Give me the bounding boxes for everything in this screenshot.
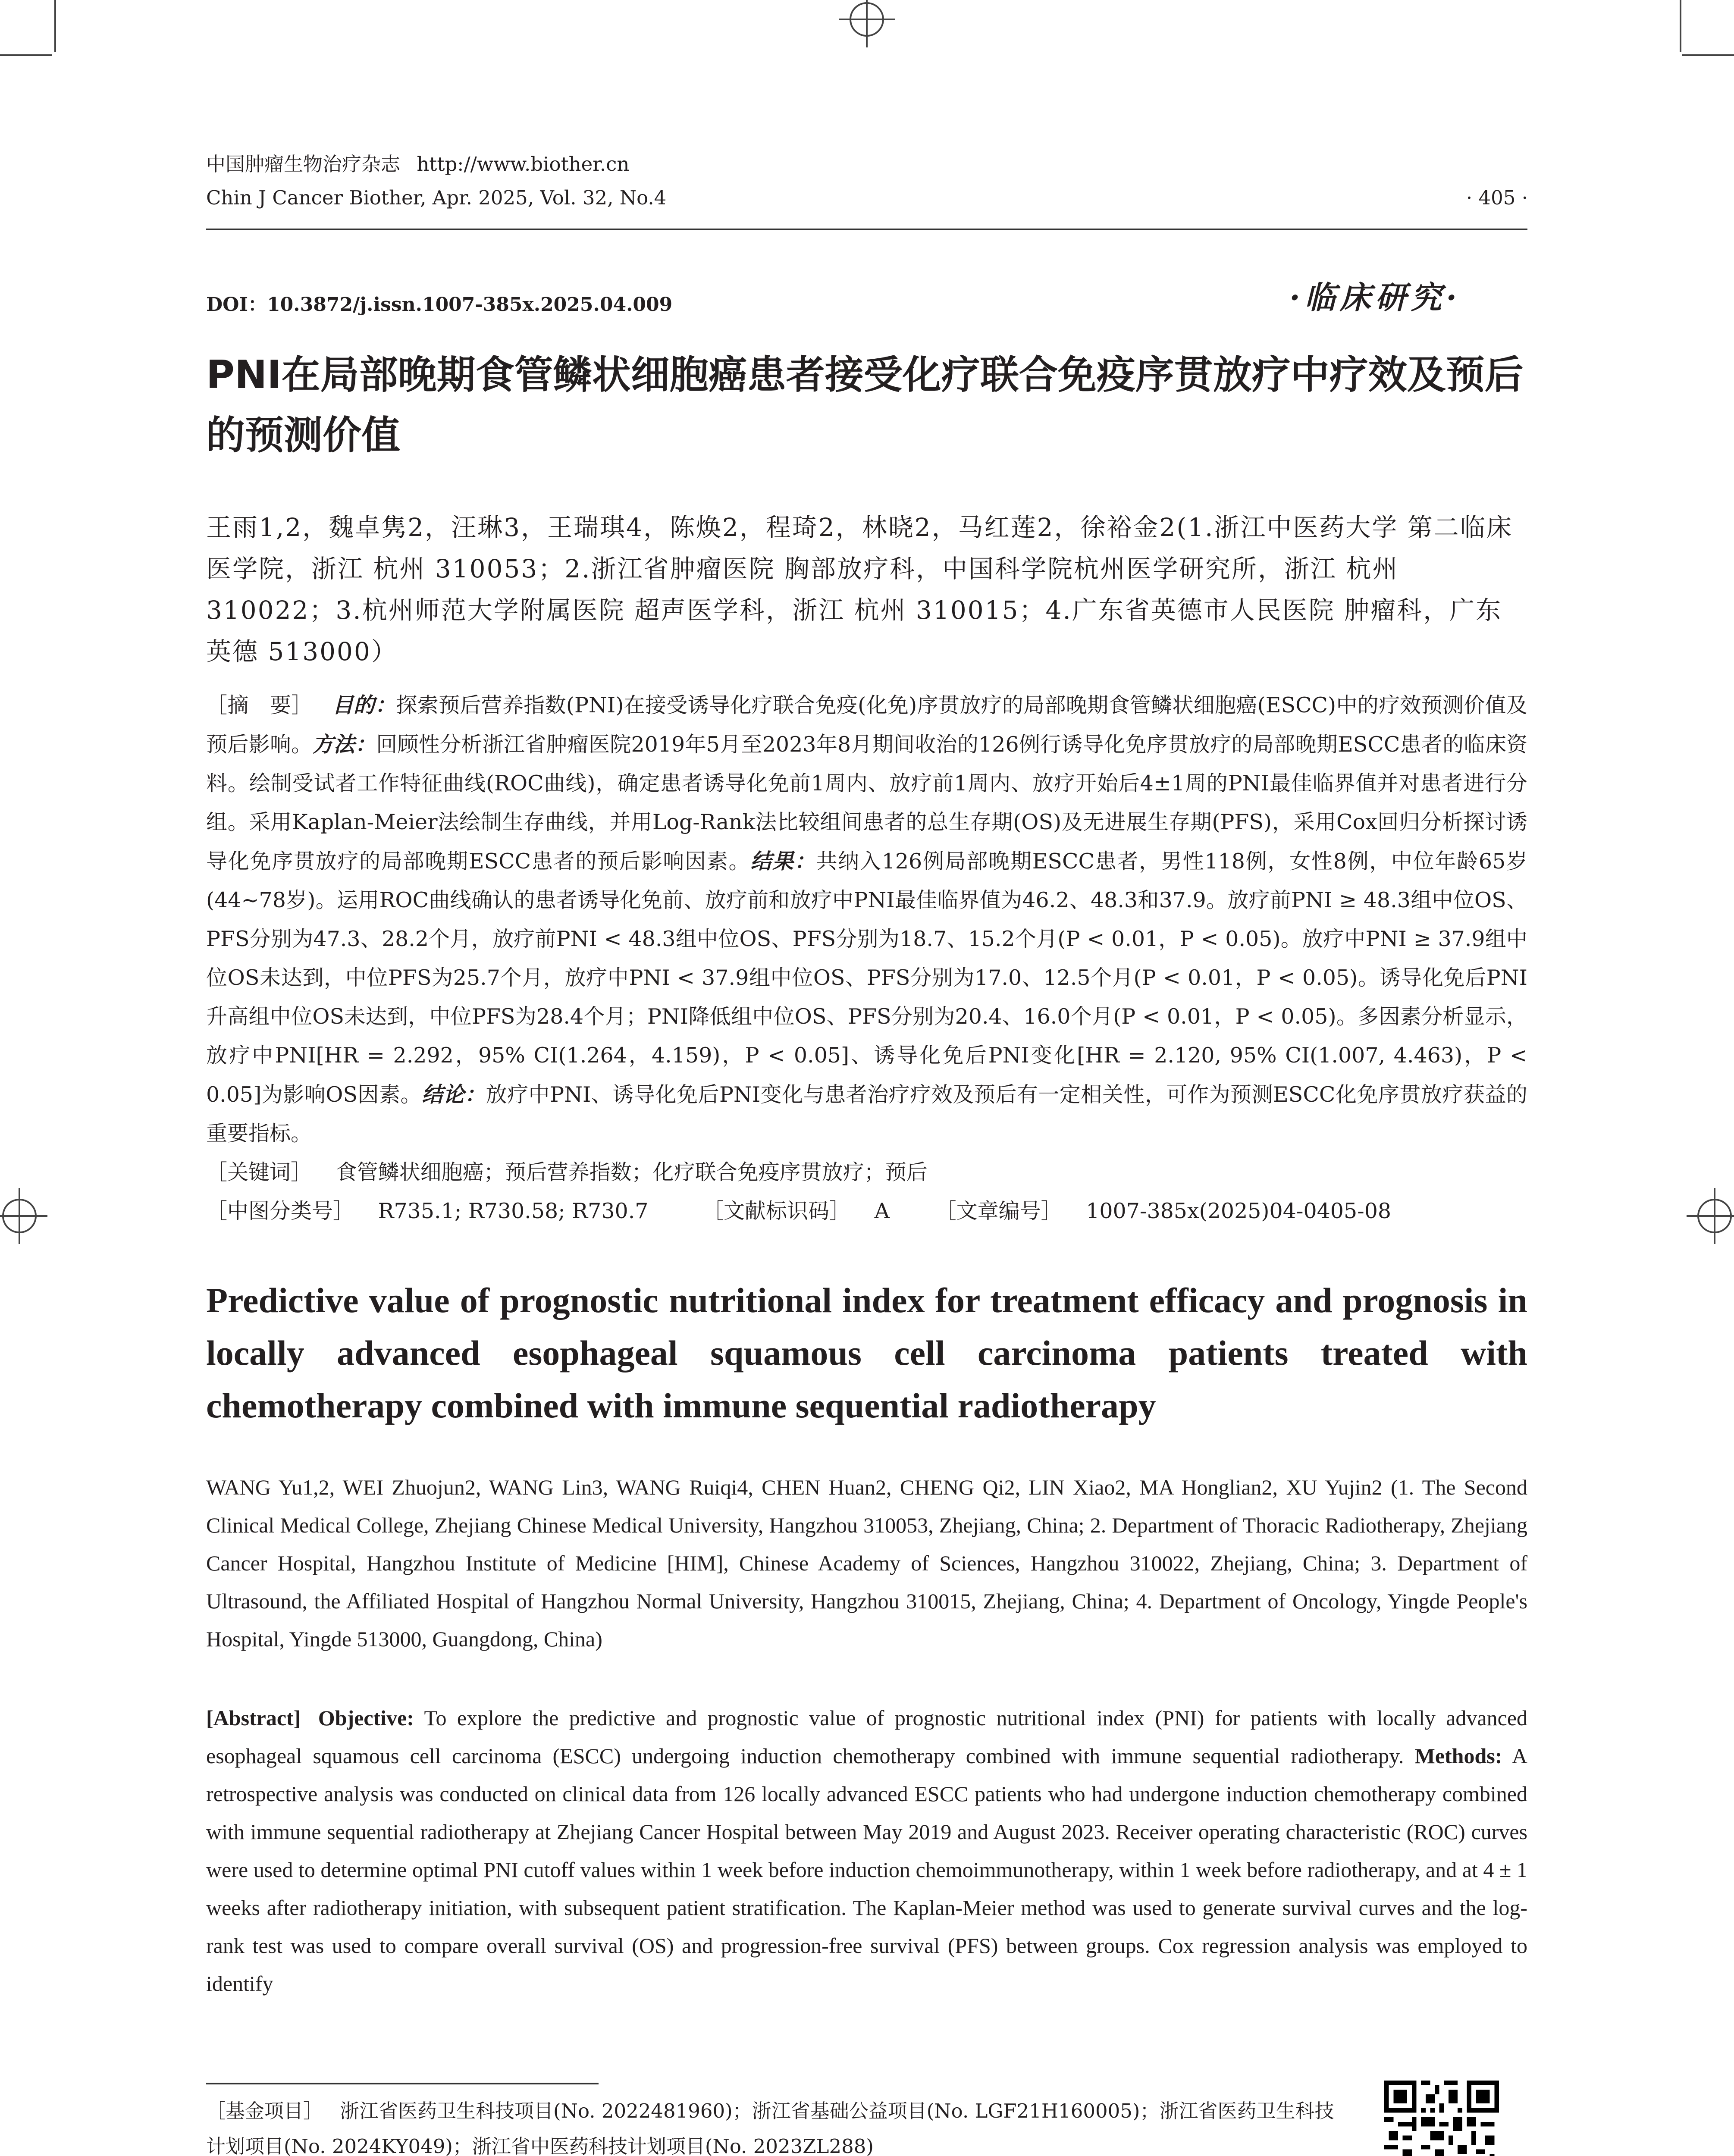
methods-label-cn: 方法：: [312, 732, 376, 757]
clc-label: ［中图分类号］: [206, 1199, 354, 1223]
abstract-label-en: [Abstract]: [206, 1706, 301, 1730]
registration-mark-right: [1687, 1188, 1734, 1244]
journal-citation-en: Chin J Cancer Biother, Apr. 2025, Vol. 32, No.4: [206, 186, 667, 209]
abstract-cn-body: [206, 686, 1527, 1153]
results-label-cn: 结果：: [750, 849, 816, 874]
article-title-en: Predictive value of prognostic nutritional index for treatment efficacy and prognosis in locally advanced esophageal squamous cell carcinoma patients treated with chemotherapy combined with immune sequential radiotherapy: [206, 1281, 1527, 1425]
crop-mark: [1680, 0, 1681, 52]
crop-mark: [1682, 54, 1734, 56]
article-number-label: ［文章编号］: [935, 1199, 1062, 1223]
keywords: 食管鳞状细胞癌；预后营养指数；化疗联合免疫序贯放疗；预后: [336, 1160, 928, 1185]
article-title-cn: PNI在局部晚期食管鳞状细胞癌患者接受化疗联合免疫序贯放疗中疗效及预后的预测价值: [206, 352, 1524, 458]
doi[interactable]: DOI：10.3872/j.issn.1007-385x.2025.04.009: [206, 294, 673, 316]
objective-text-en: To explore the predictive and prognostic value of prognostic nutritional index (PNI) for patients with locally advanced esophageal squamous cell carcinoma (ESCC) undergoing induction chemotherapy combined with immune sequential radiotherapy.: [206, 1706, 1528, 1768]
funding-row: [206, 2093, 1349, 2156]
objective-label-cn: 目的：: [332, 693, 396, 718]
registration-mark-top: [839, 0, 895, 47]
article-number: 1007-385x(2025)04-0405-08: [1086, 1199, 1392, 1223]
abstract-label-cn: ［摘 要］: [206, 693, 313, 718]
header-rule: [206, 229, 1527, 230]
author-affiliations-cn: 王雨1,2，魏卓隽2，汪琳3，王瑞琪4，陈焕2，程琦2，林晓2，马红莲2，徐裕金2(1.浙江中医药大学 第二临床医学院，浙江 杭州 310053；2.浙江省肿瘤医院 胸部放疗科，中国科学院杭州医学研究所，浙江 杭州 310022；3.杭州师范大学附属医院 超声医学科，浙江 杭州 310015；4.广东省英德市人民医院 肿瘤科，广东 英德 513000）: [206, 513, 1513, 666]
doc-code: A: [874, 1199, 890, 1223]
objective-text-cn: 探索预后营养指数(PNI)在接受诱导化疗联合免疫(化免)序贯放疗的局部晚期食管鳞状细胞癌(ESCC)中的疗效预测价值及预后影响。: [206, 693, 1527, 757]
doc-code-label: ［文献标识码］: [702, 1199, 851, 1223]
clc-number: R735.1; R730.58; R730.7: [378, 1199, 649, 1223]
qr-code[interactable]: [1384, 2081, 1499, 2156]
results-text-cn: 共纳入126例局部晚期ESCC患者，男性118例，女性8例，中位年龄65岁(44~78岁)。运用ROC曲线确认的患者诱导化免前、放疗前和放疗中PNI最佳临界值为46.2、48.3和37.9。放疗前PNI ≥ 48.3组中位OS、PFS分别为47.3、28.2个月，放疗前PNI < 48.3组中位OS、PFS分别为18.7、15.2个月(P < 0.01，P < 0.05)。放疗中PNI ≥ 37.9组中位OS未达到，中位PFS为25.7个月，放疗中PNI < 37.9组中位OS、PFS分别为17.0、12.5个月(P < 0.01，P < 0.05)。诱导化免后PNI升高组中位OS未达到，中位PFS为28.4个月；PNI降低组中位OS、PFS分别为20.4、16.0个月(P < 0.01，P < 0.05)。多因素分析显示，放疗中PNI[HR = 2.292，95% CI(1.264，4.159)，P < 0.05]、诱导化免后PNI变化[HR = 2.120, 95% CI(1.007, 4.463)，P < 0.05]为影响OS因素。: [206, 849, 1528, 1107]
journal-url[interactable]: http://www.biother.cn: [417, 153, 630, 175]
funding-text: 浙江省医药卫生科技项目(No. 2022481960)；浙江省基础公益项目(No. LGF21H160005)；浙江省医药卫生科技计划项目(No. 2024KY049)；浙江省中医药科技计划项目(No. 2023ZL288): [206, 2100, 1334, 2156]
journal-name-cn: 中国肿瘤生物治疗杂志: [206, 153, 401, 175]
classification-row: [206, 1192, 1527, 1231]
footnotes: [206, 2093, 1349, 2156]
methods-label-en: Methods:: [1414, 1744, 1502, 1768]
methods-text-en: A retrospective analysis was conducted on clinical data from 126 locally advanced ESCC patients who had undergone induction chemotherapy combined with immune sequential radiotherapy at Zhejiang Cancer Hospital between May 2019 and August 2023. Receiver operating characteristic (ROC) curves were used to determine optimal PNI cutoff values within 1 week before induction chemoimmunotherapy, within 1 week before radiotherapy, and at 4 ± 1 weeks after radiotherapy initiation, with subsequent patient stratification. The Kaplan-Meier method was used to generate survival curves and the log-rank test was used to compare overall survival (OS) and progression-free survival (PFS) between groups. Cox regression analysis was employed to identify: [206, 1744, 1527, 1996]
author-affiliations-en: WANG Yu1,2, WEI Zhuojun2, WANG Lin3, WANG Ruiqi4, CHEN Huan2, CHENG Qi2, LIN Xiao2, MA Honglian2, XU Yujin2 (1. The Second Clinical Medical College, Zhejiang Chinese Medical University, Hangzhou 310053, Zhejiang, China; 2. Department of Thoracic Radiotherapy, Zhejiang Cancer Hospital, Hangzhou Institute of Medicine [HIM], Chinese Academy of Sciences, Hangzhou 310022, Zhejiang, China; 3. Department of Ultrasound, the Affiliated Hospital of Hangzhou Normal University, Hangzhou 310015, Zhejiang, China; 4. Department of Oncology, Yingde People's Hospital, Yingde 513000, Guangdong, China): [206, 1475, 1527, 1651]
abstract-cn: [206, 686, 1527, 1231]
funding-label: ［基金项目］: [206, 2100, 323, 2122]
objective-label-en: Objective:: [318, 1706, 414, 1730]
page-number: · 405 ·: [1466, 186, 1528, 209]
methods-text-cn: 回顾性分析浙江省肿瘤医院2019年5月至2023年8月期间收治的126例行诱导化免序贯放疗的局部晚期ESCC患者的临床资料。绘制受试者工作特征曲线(ROC曲线)，确定患者诱导化免前1周内、放疗前1周内、放疗开始后4±1周的PNI最佳临界值并对患者进行分组。采用Kaplan-Meier法绘制生存曲线，并用Log-Rank法比较组间患者的总生存期(OS)及无进展生存期(PFS)，采用Cox回归分析探讨诱导化免序贯放疗的局部晚期ESCC患者的预后影响因素。: [206, 732, 1527, 874]
keywords-row: [206, 1153, 1527, 1192]
keywords-label: ［关键词］: [206, 1160, 312, 1185]
crop-mark: [54, 0, 56, 52]
conclusion-label-cn: 结论：: [422, 1082, 486, 1107]
journal-line-cn: [206, 147, 666, 181]
abstract-en: [206, 1699, 1527, 2002]
running-header: [206, 147, 666, 215]
footnote-rule: [206, 2083, 599, 2084]
column-tag: ·临床研究·: [1289, 279, 1461, 316]
registration-mark-left: [0, 1188, 47, 1244]
conclusion-text-cn: 放疗中PNI、诱导化免后PNI变化与患者治疗疗效及预后有一定相关性，可作为预测ESCC化免序贯放疗获益的重要指标。: [206, 1082, 1527, 1146]
crop-mark: [0, 54, 52, 56]
